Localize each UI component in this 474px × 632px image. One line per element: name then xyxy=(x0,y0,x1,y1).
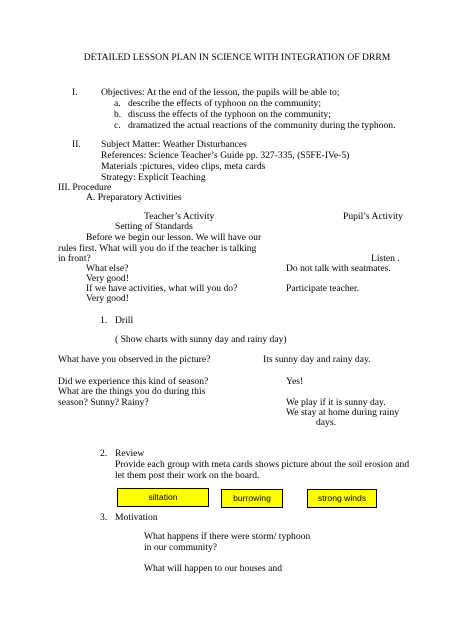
experience-question: Did we experience this kind of season? xyxy=(58,376,209,387)
play-answer: We play if it is sunny day. xyxy=(286,397,386,408)
activities-question: If we have activities, what will you do? xyxy=(86,283,238,294)
strategy: Strategy: Explicit Teaching xyxy=(101,172,206,183)
drill-label: Drill xyxy=(115,315,134,326)
things-question-line-2: season? Sunny? Rainy? xyxy=(58,397,149,408)
objective-c-text: dramatized the actual reactions of the community during the typhoon. xyxy=(128,120,396,131)
materials: Materials :pictures, video clips, meta cards xyxy=(101,161,266,172)
subject-matter: Subject Matter: Weather Disturbances xyxy=(101,139,247,150)
participate-answer: Participate teacher. xyxy=(286,283,359,294)
motivation-number: 3. xyxy=(100,512,108,523)
procedure-heading: III. Procedure xyxy=(58,182,112,193)
intro-line-3: in front? xyxy=(58,253,91,264)
section-2-numeral: II. xyxy=(72,139,81,150)
intro-line-1: Before we begin our lesson. We will have our xyxy=(86,232,262,243)
observe-question: What have you observed in the picture? xyxy=(58,354,211,365)
pupil-activity-header: Pupil’s Activity xyxy=(343,211,403,222)
stay-answer-line-1: We stay at home during rainy xyxy=(286,407,399,418)
meta-card-strong-winds: strong winds xyxy=(307,489,377,508)
stay-answer-line-2: days. xyxy=(316,417,336,428)
review-number: 2. xyxy=(100,448,108,459)
intro-line-2: rules first. What will you do if the teacher is talking xyxy=(58,243,257,254)
objective-a-text: describe the effects of typhoon on the community; xyxy=(128,98,321,109)
objective-b-letter: b. xyxy=(114,109,122,120)
drill-number: 1. xyxy=(100,315,108,326)
what-else: What else? xyxy=(86,263,129,274)
meta-card-siltation: siltation xyxy=(117,488,209,507)
motivation-question-1-line-2: in our community? xyxy=(144,542,218,553)
drill-instruction: ( Show charts with sunny day and rainy day) xyxy=(115,334,287,345)
review-line-1: Provide each group with meta cards shows picture about the soil erosion and xyxy=(115,459,410,470)
motivation-question-2: What will happen to our houses and xyxy=(144,563,283,574)
objective-b-text: discuss the effects of the typhoon on the community; xyxy=(128,109,331,120)
no-talk-answer: Do not talk with seatmates. xyxy=(286,263,391,274)
motivation-label: Motivation xyxy=(115,512,158,523)
references: References: Science Teacher’s Guide pp. 327-335, (S5FE-IVe-5) xyxy=(101,150,350,161)
objectives-heading: Objectives: At the end of the lesson, the pupils will be able to; xyxy=(101,87,340,98)
setting-of-standards: Setting of Standards xyxy=(115,221,193,232)
objective-a-letter: a. xyxy=(114,98,121,109)
document-title: DETAILED LESSON PLAN IN SCIENCE WITH INTEGRATION OF DRRM xyxy=(83,52,391,63)
very-good-2: Very good! xyxy=(86,293,129,304)
review-label: Review xyxy=(115,448,145,459)
very-good-1: Very good! xyxy=(86,273,129,284)
review-line-2: let them post their work on the board. xyxy=(115,470,260,481)
motivation-question-1-line-1: What happens if there were storm/ typhoon xyxy=(144,531,311,542)
teacher-activity-header: Teacher’s Activity xyxy=(144,211,215,222)
meta-card-burrowing: burrowing xyxy=(221,489,283,508)
things-question-line-1: What are the things you do during this xyxy=(58,386,206,397)
preparatory-activities: A. Preparatory Activities xyxy=(86,192,182,203)
experience-answer: Yes! xyxy=(286,376,304,387)
objective-c-letter: c. xyxy=(114,120,121,131)
listen-answer: Listen . xyxy=(371,253,400,264)
section-1-numeral: I. xyxy=(72,87,78,98)
observe-answer: Its sunny day and rainy day. xyxy=(263,354,371,365)
